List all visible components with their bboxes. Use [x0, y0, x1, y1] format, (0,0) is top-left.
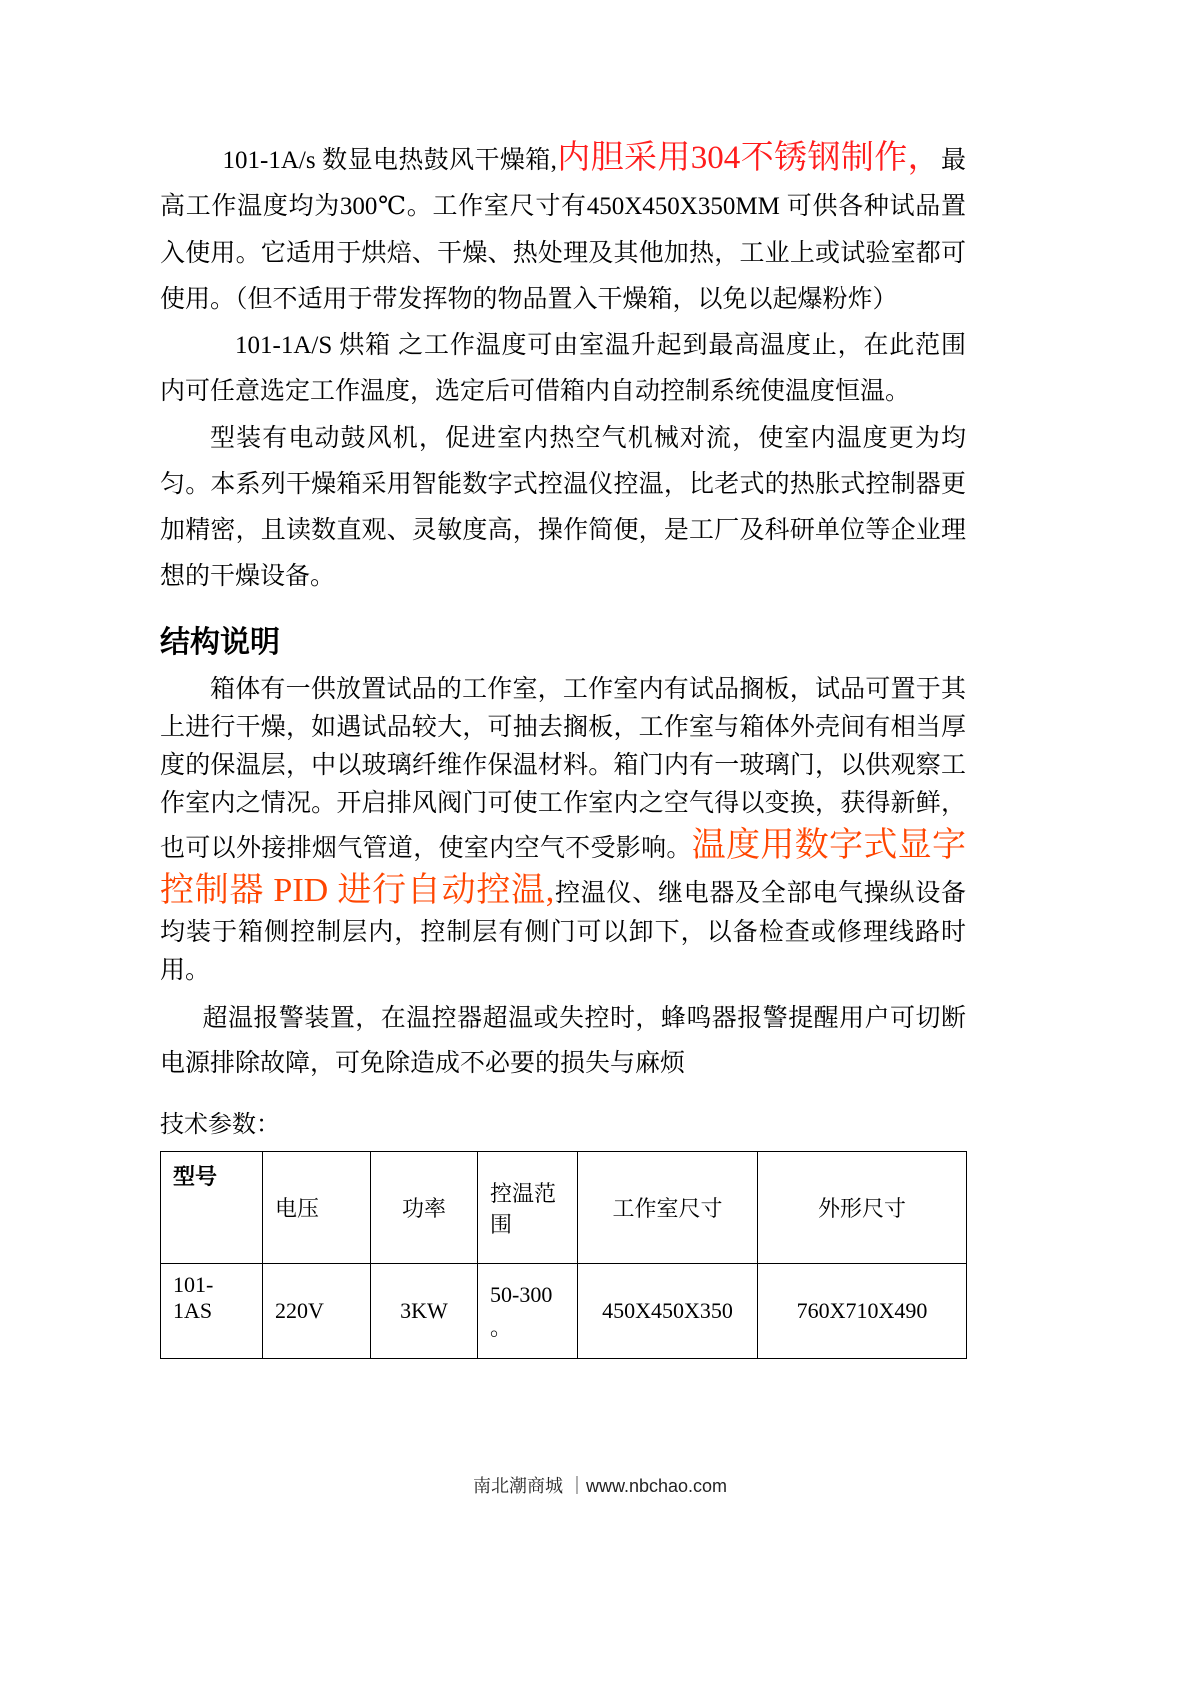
spec-table-header-row [161, 1152, 967, 1264]
specs-label: 技术参数： [160, 1112, 280, 1139]
page-footer: 南北潮商城 ｜www.nbchao.com [472, 1476, 728, 1496]
highlight-orange-text: 温度用数字式显字控制器 PID 进行自动控温, [160, 826, 966, 910]
cell-model: 101-1AS [161, 1264, 263, 1359]
cell-chamber-size: 450X450X350 [578, 1264, 758, 1359]
cell-range [478, 1264, 578, 1359]
intro-paragraph-rest: 最高工作温度均为300℃。工作室尺寸有450X450X350MM 可供各种试品置入使用。它适用于烘焙、干燥、热处理及其他加热，工业上或试验室都可使用。（但不适用于带发挥物的物品置入干燥箱，以免以起爆粉炸） [160, 147, 966, 313]
alarm-paragraph: 超温报警装置，在温控器超温或失控时，蜂鸣器报警提醒用户可切断电源排除故障，可免除造成不必要的损失与麻烦 [160, 1005, 966, 1078]
range-value: 50-300 [490, 1282, 553, 1308]
structure-heading: 结构说明 [160, 625, 280, 659]
spec-table [160, 1151, 967, 1359]
cell-voltage: 220V [263, 1264, 371, 1359]
structure-text-1: 箱体有一供放置试品的工作室，工作室内有试品搁板，试品可置于其上进行干燥，如遇试品较大，可抽去搁板，工作室与箱体外壳间有相当厚度的保温层，中以玻璃纤维作保温材料。箱门内有一玻璃门，以供观察工作室内之情况。开启排风阀门可使工作室内之空气得以变换，获得新鲜，也可以外接排烟气管道，使室内空气不受影响。 [160, 675, 966, 862]
header-chamber-size: 工作室尺寸 [578, 1152, 758, 1264]
header-range: 控温范围 [478, 1152, 578, 1264]
intro-paragraph [160, 138, 966, 323]
spec-table-data-row [161, 1264, 967, 1359]
header-voltage: 电压 [263, 1152, 371, 1264]
product-model-title: 101-1A/s 数显电热鼓风干燥箱, [222, 147, 557, 174]
cell-overall-size: 760X710X490 [758, 1264, 967, 1359]
cell-power: 3KW [371, 1264, 478, 1359]
header-model: 型号 [161, 1152, 263, 1264]
structure-paragraph [160, 671, 966, 991]
highlight-red-text: 内胆采用304不锈钢制作， [556, 140, 941, 176]
temperature-range-paragraph: 101-1A/S 烘箱 之工作温度可由室温升起到最高温度止，在此范围内可任意选定工作温度，选定后可借箱内自动控制系统使温度恒温。 [160, 332, 966, 406]
structure-text-2: 控温仪、继电器及全部电气操纵设备均装于箱侧控制层内，控制层有侧门可以卸下，以备检查或修理线路时用。 [160, 880, 966, 985]
header-power: 功率 [371, 1152, 478, 1264]
range-unit: 。 [490, 1315, 513, 1341]
header-overall-size: 外形尺寸 [758, 1152, 967, 1264]
fan-description-paragraph: 型装有电动鼓风机，促进室内热空气机械对流，使室内温度更为均匀。本系列干燥箱采用智能数字式控温仪控温，比老式的热胀式控制器更加精密，且读数直观、灵敏度高，操作简便，是工厂及科研单位等企业理想的干燥设备。 [160, 424, 966, 591]
document-body [160, 138, 966, 1359]
